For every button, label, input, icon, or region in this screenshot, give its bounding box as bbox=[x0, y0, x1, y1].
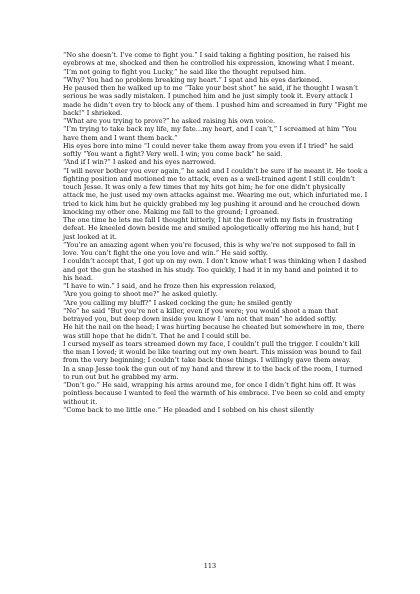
paragraph: The one time he lets me fall I thought bitterly, I hit the floor with my fists in frustrating defeat. He kneeled down beside me and smiled apologetically offering me his hand, but I just looked at it. bbox=[63, 216, 359, 241]
paragraph: “I have to win.” I said, and he froze then his expression relaxed, bbox=[63, 282, 277, 290]
paragraph: In a snap Jesse took the gun out of my hand and threw it to the back of the room, I turned to run out but he grabbed my arm. bbox=[63, 364, 363, 381]
paragraph: “Come back to me little one.” He pleaded and I sobbed on his chest silently bbox=[63, 405, 314, 414]
paragraph: “Are you going to shoot me?” he asked quietly. bbox=[63, 290, 218, 299]
paragraph: I cursed myself as tears streamed down my face, I couldn’t pull the trigger. I couldn’t kill the man I loved; it would be like tearing out my own heart. This mission was bound to fail from the very beginning; I couldn’t take back those things. I willingly gave them away. bbox=[63, 339, 362, 365]
paragraph: “Why? You had no problem breaking my heart.” I spat and his eyes darkened. bbox=[63, 75, 322, 84]
paragraph: “And if I win?” I asked and his eyes narrowed. bbox=[63, 158, 216, 167]
paragraph: “Don’t go.” He said, wrapping his arms around me, for once I didn’t fight him off. It was pointless because I wanted to feel the warmth of his embrace. I’ve been so cold and empty without it. bbox=[63, 381, 365, 406]
paragraph: “I’m trying to take back my life, my fate…my heart, and I can’t,” I screamed at him “You have them and I want them back.” bbox=[63, 125, 357, 142]
page-number: 113 bbox=[203, 562, 217, 570]
paragraph: I couldn’t accept that, I got up on my own. I don’t know what I was thinking when I dashed and got the gun he stashed in his study. Too quickly, I had it in my hand and pointed it to his head. bbox=[63, 257, 367, 282]
paragraph: “I’m not going to fight you Lucky,” he said like the thought repulsed him. bbox=[63, 67, 306, 76]
paragraph: “You’re an amazing agent when you’re focused, this is why we’re not supposed to fall in love. You can’t fight the one you love and win.” He said softly. bbox=[63, 240, 356, 257]
body-text bbox=[63, 51, 368, 414]
paragraph: “What are you trying to prove?” he asked raising his own voice. bbox=[63, 117, 276, 125]
paragraph: “I will never bother you ever again,” he said and I couldn’t be sure if he meant it. He took a fighting position and motioned me to attack, even as a well-trained agent I still couldn’t touch Jesse. It was only a few times that my hits got him; he for one didn’t physically attack me, he just used my own attacks against me. Wearing me out, which infuriated me. I tried to kick him but he quickly grabbed my leg pushing it around and he crouched down knocking my other one. Making me fall to the ground; I groaned. bbox=[63, 166, 368, 216]
paragraph: He paused then he walked up to me “Take your best shot” he said, if he thought I wasn’t serious he was sadly mistaken. I punched him and he just simply took it. Every attack I made he didn’t even try to block any of them. I pushed him and screamed in fury “Fight me back!” I shrieked. bbox=[63, 84, 368, 117]
paragraph: His eyes bore into mine “I could never take them away from you even if I tried” he said softly “You want a fight? Very well. I win; you come back” he said. bbox=[63, 141, 354, 158]
paragraph: He hit the nail on the head; I was hurting because he cheated but somewhere in me, there was still hope that he didn’t. That he and I could still be. bbox=[63, 323, 365, 340]
paragraph: “Are you calling my bluff?” I asked cocking the gun; he smiled gently bbox=[63, 298, 293, 307]
paragraph: “No she doesn’t. I’ve come to fight you.” I said taking a fighting position, he raised his eyebrows at me, shocked and then he controlled his expression, knowing what I meant. bbox=[63, 51, 355, 68]
paragraph: “No” he said “But you’re not a killer, even if you were; you would shoot a man that betrayed you, but deep down inside you know I ‘am not that man” he added softly. bbox=[63, 306, 338, 323]
